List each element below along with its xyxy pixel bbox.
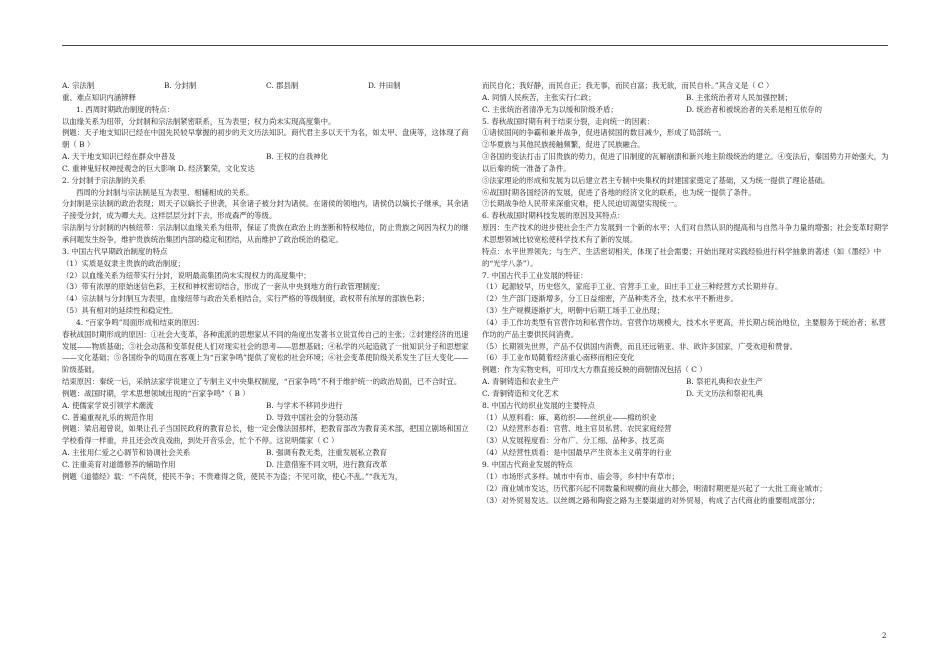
list-item: （6）手工业布局随着经济重心南移而相应变化 — [482, 353, 635, 363]
list-item: （2）商业城市发达，历代都兴起不同数量和规模的商业大都会，明清时期更是兴起了一大批工商业城市； — [482, 483, 827, 493]
list-item: （1）从原料看：麻、葛纺织——丝织业——棉纺织业 — [482, 412, 657, 422]
option-a: A. 天干地支知识已经在群众中普及 — [62, 152, 176, 162]
options-row: C. 重神鬼好权神授观念的巨大影响 D. 经济繁荣，文化发达 — [62, 163, 255, 173]
list-item: ⑦长期战争给人民带来深重灾难，使人民迫切渴望实现统一。 — [482, 199, 682, 209]
item-heading: 2. 分封制于宗法制的关系 — [62, 175, 146, 185]
option-d: D. 天文历法和祭祀礼典 — [686, 388, 763, 398]
list-item: （3）从发展程度看：分布广、分工细、品种多、技艺高 — [482, 436, 665, 446]
option-c: C. 青铜铸造和文化艺术 — [482, 388, 559, 398]
option-b: B. 分封制 — [164, 81, 197, 90]
option-d: D. 注意借鉴不同文明，进行教育改革 — [266, 460, 388, 469]
option-b: B. 王权的自我神化 — [266, 152, 328, 162]
option-c: C. 郡县制 — [266, 81, 299, 90]
list-item: ⑥战国时期各国经济的发展，促进了各地的经济文化的联系，也为统一提供了条件。 — [482, 187, 756, 197]
page-number: 2 — [882, 632, 887, 640]
list-item: （3）对外贸易发达。以丝绸之路和陶瓷之路为主要渠道的对外贸易，构成了古代商业的重要组成部分； — [482, 495, 820, 505]
paragraph: 春秋战国时期形成的原因：①社会大变革，各种流派的思想家从不同的角度出发著书立说宣传自己的主张；②封建经济的迅速发展——物质基础；③社会动荡和变革促使人们对现实社会的思考——思想基础；④私学的兴起造就了一批知识分子和思想家——文化基础；⑤各国纷争的局面在客观上为“百家争鸣”提供了宽松的社会环境；⑥社会变革使阶级关系发生了巨大变化——阶级基础。 — [62, 329, 469, 375]
options-row — [482, 376, 890, 388]
header-rule — [62, 45, 888, 46]
paragraph: 分封制是宗法制的政治表现；周天子以嫡长子世袭，其余诸子被分封为诸侯。在诸侯的领地内，诸侯仍以嫡长子继承，其余诸子接受分封，成为卿大夫。这样层层分封下去，形成森严的等级。 — [62, 199, 469, 221]
option-a: A. 同情人民疾苦，主张实行仁政； — [482, 92, 596, 102]
item-heading: 3. 中国古代早期政治制度的特点 — [62, 246, 168, 256]
option-d: D. 导致中国社会的分裂动荡 — [266, 412, 358, 422]
list-item: （1）起源较早，历史悠久，家庭手工业、官营手工业，田庄手工业三种经营方式长期并存。 — [482, 282, 783, 292]
option-c: C. 普遍重视礼乐的规范作用 — [62, 412, 154, 422]
example-question: 例题：战国时期，学术思想领域出现的“百家争鸣”（ B ） — [62, 388, 250, 398]
list-item: （5）长期领先世界，产品不仅供国内消费，而且还远销亚、非、欧许多国家，广受欢迎和赞誉。 — [482, 341, 798, 351]
item-heading: 9. 中国古代商业发展的特点 — [482, 460, 573, 469]
options-row — [62, 412, 470, 424]
list-item: （4）手工作坊类型有官营作坊和私营作坊。官营作坊规模大，技术水平更高，并长期占统治地位，主要服务于统治者；私营作坊的产品主要供民间消费。 — [482, 317, 886, 339]
options-row — [62, 459, 470, 471]
option-b: B. 强调有教无类，注重发展私立教育 — [266, 448, 387, 458]
example-question: 例题：梁启超曾说，如果让孔子当国民政府的教育总长，他一定会像法国那样，把教育部改为教育美术部，把国立剧场和国立学校看得一样重，并且还会改良戏曲，到处开音乐会，忙个不停。这说明儒家（ C ） — [62, 424, 469, 446]
paragraph: 西周的分封制与宗法制是互为表里、相辅相成的关系。 — [76, 187, 254, 197]
options-row — [62, 400, 470, 412]
option-d: D. 井田制 — [368, 81, 401, 90]
left-column — [62, 80, 470, 483]
list-item: （2）生产部门逐渐增多，分工日益细密，产品种类齐全，技术水平不断进步。 — [482, 294, 738, 304]
options-row — [482, 104, 890, 116]
item-heading: 4. “百家争鸣”局面形成和结束的原因： — [76, 317, 204, 327]
list-item: ②华夏族与其他民族接触频繁，促进了民族融合。 — [482, 140, 645, 150]
option-c: C. 主张统治者清净无为以缓和阶级矛盾； — [482, 104, 618, 114]
option-a: A. 宗法制 — [62, 81, 95, 90]
list-item: ①诸侯国间的争霸和兼并战争，促进诸侯国的数目减少，形成了局部统一。 — [482, 128, 726, 138]
paragraph: 结束原因：秦统一后，采纳法家学说建立了专制主义中央集权制度，“百家争鸣”不利于维护统一的政治局面，已不合时宜。 — [62, 377, 462, 387]
list-item: （1）实质是奴隶主贵族的政治制度； — [62, 258, 185, 268]
list-item: ③各国的变法打击了旧贵族的势力，促进了旧制度的瓦解崩溃和新兴地主阶级统治的建立。④变法后，秦国势力开始强大，为以后秦的统一准备了条件。 — [482, 152, 889, 173]
list-item: ⑤法家理论的形成和发展为以后建立君主专制中央集权的封建国家奠定了基础，又为统一提供了理论基础。 — [482, 175, 830, 185]
list-item: （5）具有相对的延续性和稳定性。 — [62, 306, 178, 316]
option-b: B. 主张统治者对人民加强控制； — [686, 92, 793, 102]
list-item: （3）带有浓厚的原始迷信色彩，王权和神权密切结合，形成了一套从中央到地方的行政管理制度； — [62, 282, 385, 292]
option-c: C. 注重美育对道德修养的辅助作用 — [62, 460, 176, 469]
options-row — [482, 92, 890, 104]
options-row — [482, 388, 890, 400]
list-item: （4）宗法制与分封制互为表里，血缘纽带与政治关系相结合，实行严格的等级制度，政权带有浓厚的部族色彩； — [62, 294, 429, 304]
list-item: （2）从经营形态看：官营、地主官员私营、农民家庭经营 — [482, 424, 672, 434]
item-heading: 6. 春秋战国时期科技发展的原因及其特点： — [482, 211, 625, 221]
options-row — [62, 151, 470, 163]
option-a: A. 青铜铸造和农业生产 — [482, 377, 559, 387]
list-item: （3）生产规模逐渐扩大，明朝中后期工场手工业出现； — [482, 306, 665, 316]
paragraph: 原因：生产技术的进步使社会生产力发展到一个新的水平；人们对自然认识的提高和与自然斗争力量的增强；社会变革时期学术思想领域比较宽松使科学技术有了新的发展。 — [482, 223, 889, 244]
example-question: 例题：天子地支知识已经在中国先民较早掌握的初步的天文历法知识。商代君主多以天干为名，如太甲、盘庚等，这体现了商朝（ B ） — [62, 128, 469, 150]
example-question: 例题《道德经》载：“不尚贤，使民不争；不贵难得之货，使民不为盗；不见可欲，使心不乱。”“我无为， — [62, 471, 403, 481]
option-b: B. 与学术不移同步进行 — [266, 400, 343, 410]
item-heading: 8. 中国古代纺织业发展的主要特点 — [482, 400, 595, 410]
section-heading: 重、难点知识内涵辨释 — [62, 92, 136, 102]
option-a: A. 主张用仁爱之心调节和协调社会关系 — [62, 448, 191, 458]
option-a: A. 使儒家学说引领学术潮流 — [62, 400, 154, 410]
item-heading: 1. 西周时期政治制度的特点： — [76, 104, 175, 114]
example-question: 例题：作为实物史料，可印戊大方鼎直接反映的商朝情况包括（ C ） — [482, 365, 707, 375]
options-row — [62, 447, 470, 459]
paragraph: 宗法制与分封制的内核纽带：宗法制以血缘关系为纽带，保证了贵族在政治上的垄断和特权地位，防止贵族之间因为权力的继承问题发生纷争，维护贵族统治集团内部的稳定和团结，从而维护了政治统治的稳定。 — [62, 223, 469, 244]
option-b: B. 祭祀礼典和农业生产 — [686, 377, 763, 387]
paragraph: 而民自化；我好静，而民自正；我无事，而民自富；我无欲，而民自朴。”其含义是（ C ） — [482, 81, 774, 90]
item-heading: 5. 春秋战国时期有利于结束分裂，走向统一的因素： — [482, 116, 654, 126]
list-item: （4）从经营性质看：是中国最早产生资本主义萌芽的行业 — [482, 448, 672, 458]
list-item: （1）市场形式多样。城市中有市、庙会等，乡村中有草市； — [482, 471, 679, 481]
option-d: D. 统治者和被统治者的关系是相互依存的 — [686, 104, 823, 114]
paragraph: 特点：水平世界领先；与生产、生活密切相关，体现了社会需要；开始出现对实践经验进行科学抽象的著述（如《墨经》中的“光学八条”）。 — [482, 246, 882, 268]
paragraph: 以血缘关系为纽带，分封制和宗法制紧密联系，互为表里；权力尚未实现高度集中。 — [62, 116, 336, 126]
options-row — [62, 80, 470, 92]
item-heading: 7. 中国古代手工业发展的特征： — [482, 270, 588, 280]
list-item: （2）以血缘关系为纽带实行分封，说明最高集团尚未实现权力的高度集中； — [62, 270, 311, 280]
right-column — [482, 80, 890, 506]
